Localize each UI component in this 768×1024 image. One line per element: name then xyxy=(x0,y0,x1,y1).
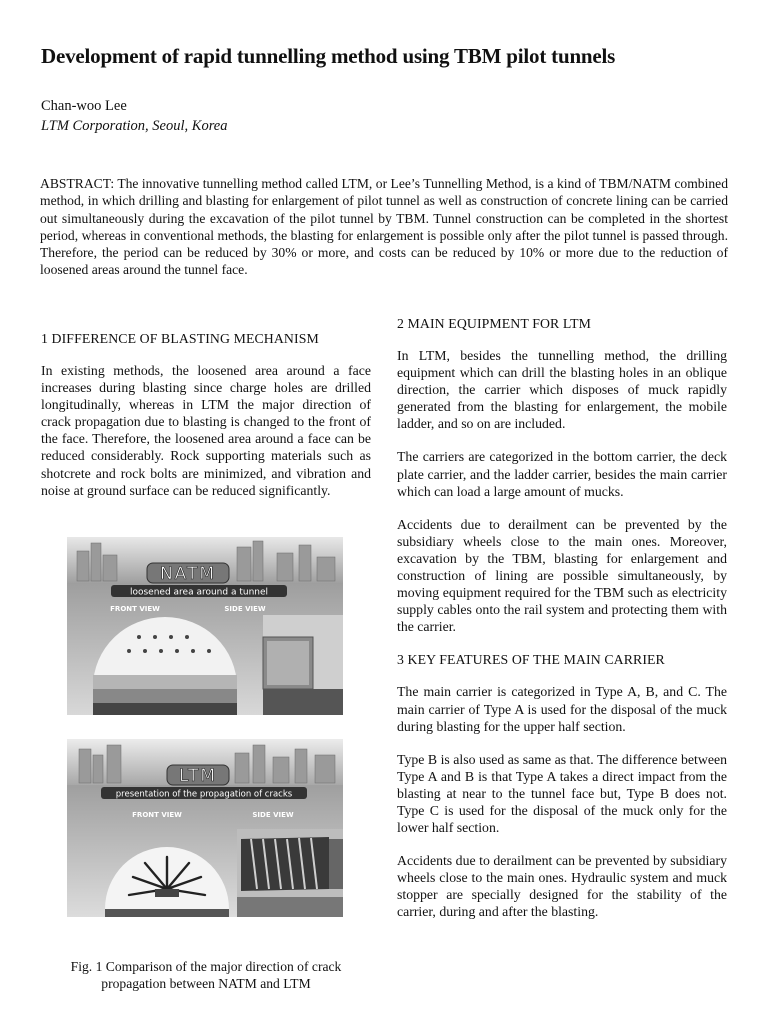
author-name: Chan-woo Lee xyxy=(41,98,127,114)
section-3-paragraph-1: The main carrier is categorized in Type A, B, and C. The main carrier of Type A is used for the disposal of the muck during blasting for the upper half section. xyxy=(397,684,727,734)
natm-label: NATM xyxy=(159,564,217,584)
section-3-paragraph-3: Accidents due to derailment can be prevented by subsidiary wheels close to the main ones. Hydraulic system and muck stopper are specially designed for the stability of the carrier, during and after the blasting. xyxy=(397,853,727,920)
natm-side-view-label: SIDE VIEW xyxy=(224,605,266,613)
natm-front-view-label: FRONT VIEW xyxy=(110,605,160,613)
paper-title: Development of rapid tunnelling method using TBM pilot tunnels xyxy=(41,44,616,68)
ltm-front-view-label: FRONT VIEW xyxy=(132,811,182,819)
right-column xyxy=(397,315,727,937)
ltm-banner: presentation of the propagation of cracks xyxy=(115,789,293,800)
author-affiliation: LTM Corporation, Seoul, Korea xyxy=(41,118,228,134)
figure-caption-line-1: Fig. 1 Comparison of the major direction of crack xyxy=(70,959,342,974)
left-column xyxy=(41,330,371,515)
ltm-side-view-label: SIDE VIEW xyxy=(252,811,294,819)
section-3-paragraph-2: Type B is also used as same as that. The difference between Type A and B is that Type A takes a direct impact from the blasting at near to the tunnel face but, Type B does not. Type C is used for the disposal of the muck only for the lower half section. xyxy=(397,751,727,836)
section-2-paragraph-1: In LTM, besides the tunnelling method, the drilling equipment which can drill the blasting holes in an oblique direction, the carrier which disposes of muck rapidly generated from the blasting for enlargement, the mobile ladder, and so on are included. xyxy=(397,348,727,432)
section-1-heading: 1 DIFFERENCE OF BLASTING MECHANISM xyxy=(41,331,319,346)
section-3-heading: 3 KEY FEATURES OF THE MAIN CARRIER xyxy=(397,652,665,668)
section-1-paragraph: In existing methods, the loosened area around a face increases during blasting since charge holes are drilled longitudinally, whereas in LTM the major direction of crack propagation due to blasting is changed to the front of the face. Therefore, the loosened area around a face can be reduced considerably. Rock supporting materials such as shotcrete and rock bolts are minimized, and vibration and noise at ground surface can be reduced significantly. xyxy=(41,363,371,498)
section-2-paragraph-3: Accidents due to derailment can be prevented by the subsidiary wheels close to the main ones. Moreover, excavation by the TBM, blasting for enlargement and construction of lining are possible simultaneously, by moving equipment required for the TBM such as electricity supply cables onto the rail system and protecting them with the carrier. xyxy=(397,516,727,635)
figure-caption-line-2: propagation between NATM and LTM xyxy=(101,976,311,991)
figure-natm-panel xyxy=(67,537,343,715)
ltm-label: LTM xyxy=(178,766,218,786)
natm-banner: loosened area around a tunnel xyxy=(129,587,269,598)
abstract: ABSTRACT: The innovative tunnelling method called LTM, or Lee’s Tunnelling Method, is a kind of TBM/NATM combined method, in which drilling and blasting for enlargement of pilot tunnel as well as construction of concrete lining can be carried out simultaneously during the excavation of the pilot tunnel by TBM. Tunnel construction can be completed in the shortest period, whereas in conventional methods, the blasting for enlargement is possible only after the pilot tunnel is passed through. Therefore, the period can be reduced by 30% or more, and costs can be reduced by 10% or more due to the reduction of loosened areas around the tunnel face. xyxy=(40,176,728,278)
figure-ltm-panel xyxy=(67,739,343,917)
section-2-heading: 2 MAIN EQUIPMENT FOR LTM xyxy=(397,316,592,331)
section-2-paragraph-2: The carriers are categorized in the bottom carrier, the deck plate carrier, and the ladder carrier, besides the main carrier which can load a large amount of mucks. xyxy=(397,449,727,499)
figure-caption xyxy=(41,958,371,992)
